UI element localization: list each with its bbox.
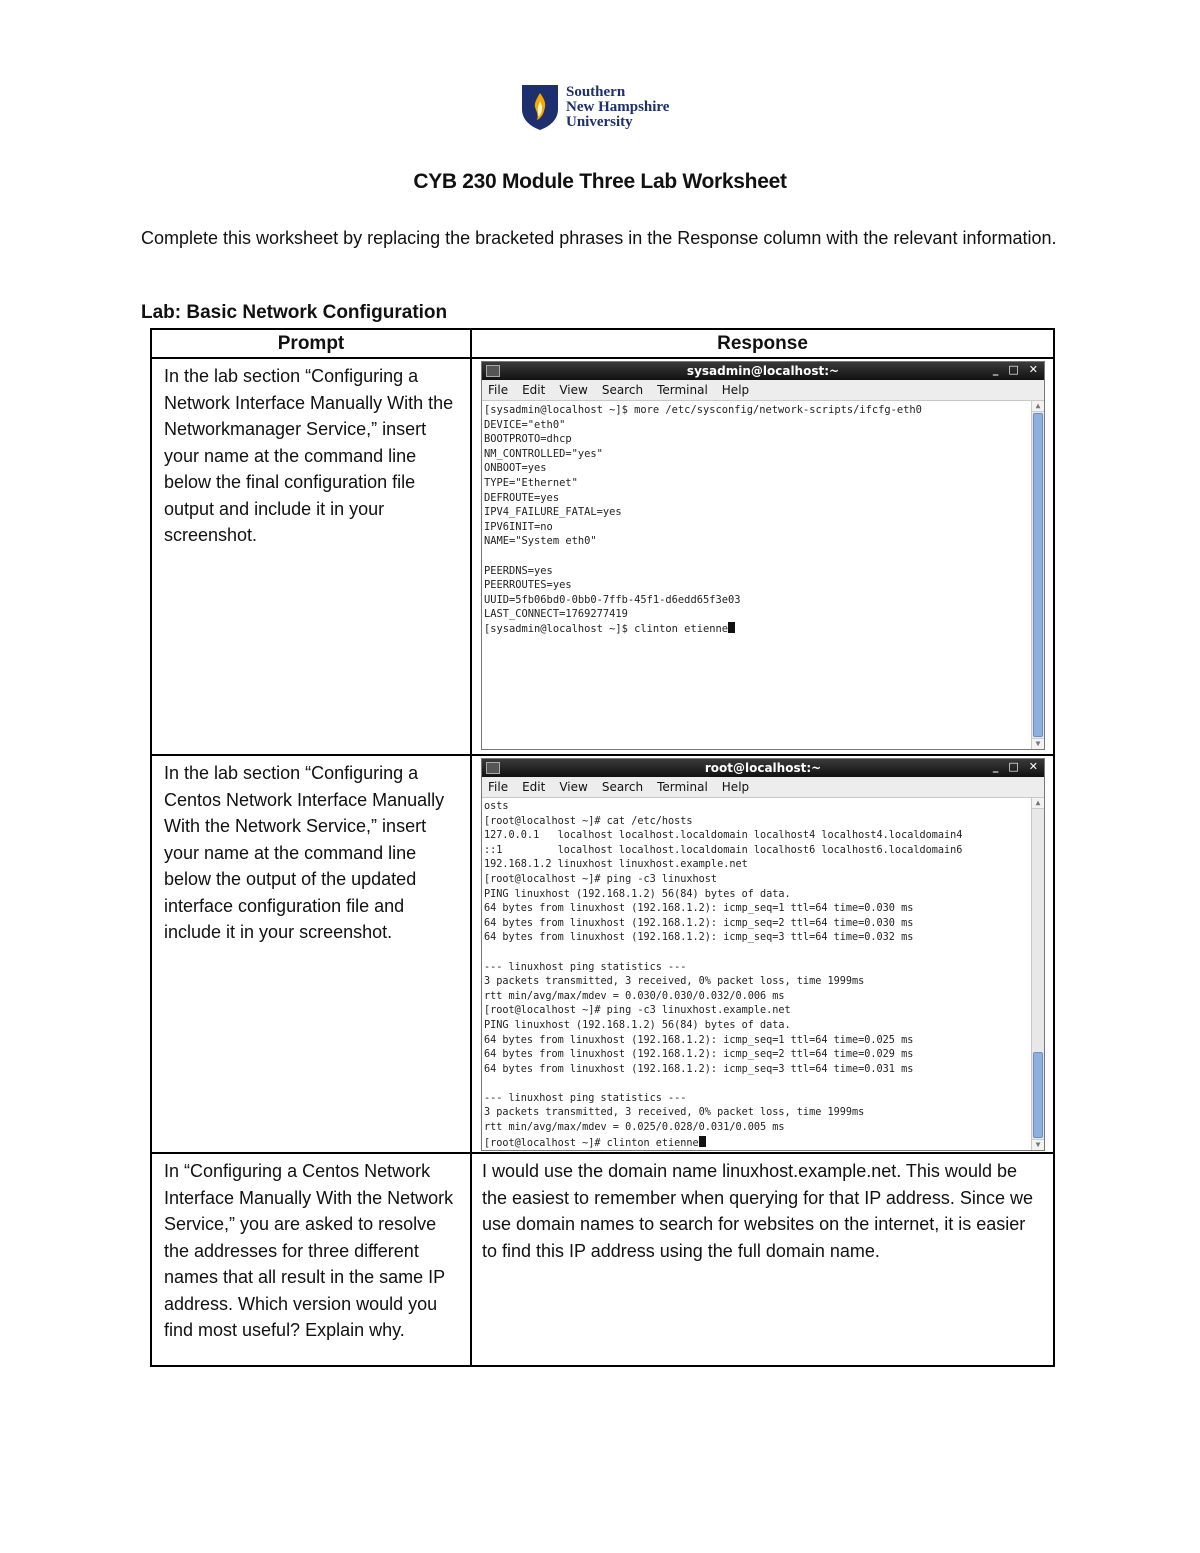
response-text: I would use the domain name linuxhost.example.net. This would be the easiest to remember when querying for that IP address. Since we use domain names to search for websites on the internet, it is easier to find this IP address using the full domain name. <box>482 1161 1033 1261</box>
terminal-line <box>484 946 1029 961</box>
terminal-line: 64 bytes from linuxhost (192.168.1.2): icmp_seq=1 ttl=64 time=0.030 ms <box>484 903 914 915</box>
terminal-line: 127.0.0.1 localhost localhost.localdomain localhost4 localhost4.localdomain4 <box>484 830 963 842</box>
scrollbar-thumb[interactable] <box>1033 413 1043 737</box>
terminal-line: rtt min/avg/max/mdev = 0.030/0.030/0.032/0.006 ms <box>484 990 785 1002</box>
minimize-icon[interactable]: _ <box>992 363 999 376</box>
scroll-up-icon[interactable]: ▲ <box>1032 798 1044 809</box>
menu-view[interactable]: View <box>559 780 588 794</box>
menu-search[interactable]: Search <box>601 780 644 794</box>
response-cell <box>471 1153 1054 1366</box>
terminal-cursor <box>728 622 735 633</box>
terminal-menubar <box>482 380 1044 401</box>
menu-view[interactable]: View <box>559 383 588 397</box>
terminal-line: PING linuxhost (192.168.1.2) 56(84) bytes of data. <box>484 1019 791 1031</box>
terminal-line: [root@localhost ~]# cat /etc/hosts <box>484 815 693 827</box>
terminal-line: UUID=5fb06bd0-0bb0-7ffb-45f1-d6edd65f3e03 <box>484 593 741 606</box>
terminal-line: ONBOOT=yes <box>484 462 547 475</box>
table-row <box>151 358 1054 755</box>
menu-file[interactable]: File <box>488 780 509 794</box>
terminal-line: 64 bytes from linuxhost (192.168.1.2): icmp_seq=3 ttl=64 time=0.031 ms <box>484 1063 914 1075</box>
terminal-line: 64 bytes from linuxhost (192.168.1.2): icmp_seq=2 ttl=64 time=0.029 ms <box>484 1049 914 1061</box>
terminal-line: DEVICE="eth0" <box>484 418 566 431</box>
prompt-text: In the lab section “Configuring a Centos Network Interface Manually With the Network Service,” insert your name at the command line below the output of the updated interface configuration file and include it in your screenshot. <box>164 763 445 942</box>
logo-wordmark <box>566 85 669 130</box>
table-header-row <box>151 329 1054 358</box>
terminal-line: NAME="System eth0" <box>484 535 597 548</box>
terminal-line: PEERDNS=yes <box>484 564 553 577</box>
prompt-text: In “Configuring a Centos Network Interface Manually With the Network Service,” you are asked to resolve the addresses for three different names that all result in the same IP address. Which version would you find most useful? Explain why. <box>164 1161 454 1340</box>
terminal-line <box>484 549 1029 564</box>
prompt-cell <box>151 1153 471 1366</box>
worksheet-table <box>150 328 1055 1367</box>
menu-help[interactable]: Help <box>721 780 750 794</box>
terminal-titlebar <box>482 759 1044 777</box>
terminal-scrollbar[interactable] <box>1031 798 1044 1150</box>
menu-terminal[interactable]: Terminal <box>657 780 708 794</box>
terminal-line: DEFROUTE=yes <box>484 491 560 504</box>
terminal-line: 64 bytes from linuxhost (192.168.1.2): icmp_seq=3 ttl=64 time=0.032 ms <box>484 932 914 944</box>
maximize-icon[interactable]: □ <box>1008 363 1019 376</box>
menu-search[interactable]: Search <box>601 383 644 397</box>
table-row <box>151 1153 1054 1366</box>
terminal-line: TYPE="Ethernet" <box>484 476 578 489</box>
terminal-line: [sysadmin@localhost ~]$ more /etc/sysconfig/network-scripts/ifcfg-eth0 <box>484 404 922 416</box>
menu-edit[interactable]: Edit <box>522 780 546 794</box>
shield-flame-icon <box>520 83 560 131</box>
instructions-paragraph: Complete this worksheet by replacing the bracketed phrases in the Response column with the relevant information. <box>141 228 1057 248</box>
prompt-cell <box>151 755 471 1153</box>
terminal-line: 3 packets transmitted, 3 received, 0% packet loss, time 1999ms <box>484 1107 865 1119</box>
terminal-line: BOOTPROTO=dhcp <box>484 433 572 446</box>
terminal-line: 3 packets transmitted, 3 received, 0% packet loss, time 1999ms <box>484 976 865 988</box>
menu-terminal[interactable]: Terminal <box>657 383 708 397</box>
terminal-cursor <box>699 1136 706 1147</box>
terminal-line: --- linuxhost ping statistics --- <box>484 961 687 973</box>
prompt-with-name: [sysadmin@localhost ~]$ clinton etienne <box>484 622 728 635</box>
terminal-line: PEERROUTES=yes <box>484 579 572 592</box>
terminal-line: 64 bytes from linuxhost (192.168.1.2): icmp_seq=1 ttl=64 time=0.025 ms <box>484 1034 914 1046</box>
terminal-line: rtt min/avg/max/mdev = 0.025/0.028/0.031/0.005 ms <box>484 1122 785 1134</box>
prompt-cell <box>151 358 471 755</box>
scroll-down-icon[interactable]: ▼ <box>1032 1139 1044 1150</box>
terminal-line: 64 bytes from linuxhost (192.168.1.2): icmp_seq=2 ttl=64 time=0.030 ms <box>484 917 914 929</box>
close-icon[interactable]: ✕ <box>1028 363 1038 376</box>
terminal-line <box>484 1077 1029 1092</box>
terminal-line: NM_CONTROLLED="yes" <box>484 447 603 460</box>
table-row <box>151 755 1054 1153</box>
terminal-line: --- linuxhost ping statistics --- <box>484 1092 687 1104</box>
scrollbar-thumb[interactable] <box>1033 1052 1043 1138</box>
terminal-line: PING linuxhost (192.168.1.2) 56(84) bytes of data. <box>484 888 791 900</box>
terminal-line: IPV4_FAILURE_FATAL=yes <box>484 506 622 519</box>
terminal-scrollbar[interactable] <box>1031 401 1044 749</box>
terminal-line: IPV6INIT=no <box>484 520 553 533</box>
terminal-line: 192.168.1.2 linuxhost linuxhost.example.net <box>484 859 748 871</box>
terminal-menubar <box>482 777 1044 798</box>
close-icon[interactable]: ✕ <box>1028 760 1038 773</box>
terminal-titlebar <box>482 362 1044 380</box>
terminal-line: osts <box>484 801 509 812</box>
terminal-output <box>482 798 1031 1150</box>
header-response: Response <box>471 329 1054 358</box>
terminal-line: ::1 localhost localhost.localdomain localhost6 localhost6.localdomain6 <box>484 844 963 856</box>
minimize-icon[interactable]: _ <box>992 760 999 773</box>
document-title: CYB 230 Module Three Lab Worksheet <box>413 170 787 193</box>
menu-file[interactable]: File <box>488 383 509 397</box>
terminal-window <box>481 361 1045 750</box>
menu-help[interactable]: Help <box>721 383 750 397</box>
terminal-window <box>481 758 1045 1151</box>
menu-edit[interactable]: Edit <box>522 383 546 397</box>
terminal-line: [root@localhost ~]# ping -c3 linuxhost.example.net <box>484 1005 791 1017</box>
logo-line-3: University <box>566 113 633 130</box>
maximize-icon[interactable]: □ <box>1008 760 1019 773</box>
logo-line-2: New Hampshire <box>566 98 670 115</box>
terminal-title: root@localhost:~ <box>704 761 822 775</box>
prompt-text: In the lab section “Configuring a Network Interface Manually With the Networkmanager Service,” insert your name at the command line below the final configuration file output and include it in your screenshot. <box>164 366 454 545</box>
terminal-output <box>482 401 1031 749</box>
section-heading: Lab: Basic Network Configuration <box>141 302 448 323</box>
response-cell <box>471 755 1054 1153</box>
university-logo <box>520 82 690 132</box>
scroll-up-icon[interactable]: ▲ <box>1032 401 1044 412</box>
terminal-line: LAST_CONNECT=1769277419 <box>484 608 628 621</box>
scroll-down-icon[interactable]: ▼ <box>1032 738 1044 749</box>
header-prompt: Prompt <box>151 329 471 358</box>
terminal-prompt-line[interactable] <box>484 622 1029 637</box>
terminal-line: [root@localhost ~]# ping -c3 linuxhost <box>484 873 718 885</box>
response-cell <box>471 358 1054 755</box>
logo-line-1: Southern <box>566 83 626 100</box>
terminal-title: sysadmin@localhost:~ <box>686 364 840 378</box>
terminal-prompt-line[interactable] <box>484 1136 1029 1150</box>
prompt-with-name: [root@localhost ~]# clinton etienne <box>484 1137 699 1149</box>
